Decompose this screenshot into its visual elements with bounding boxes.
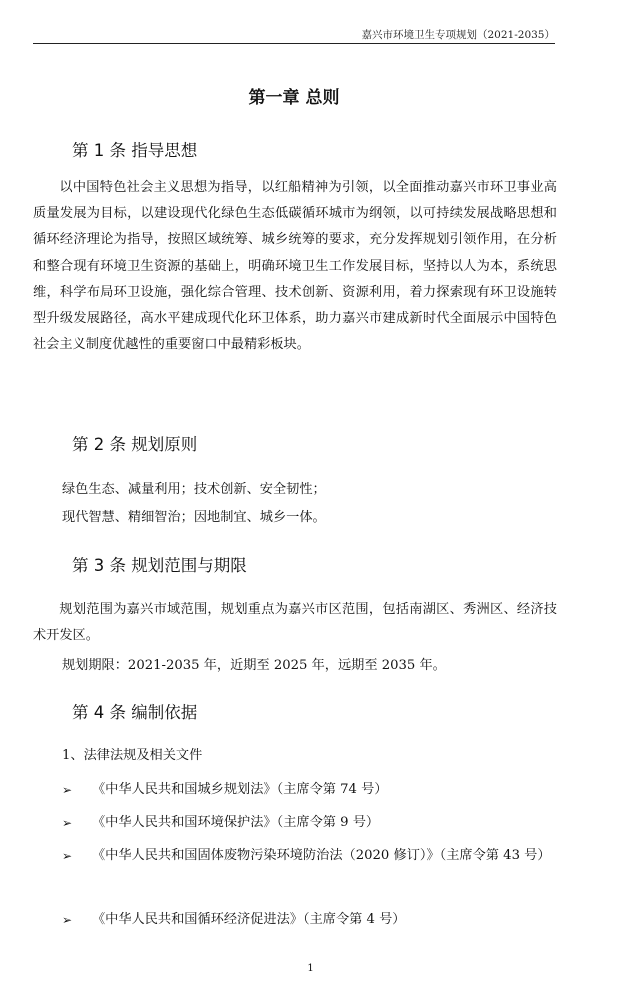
article-2-line-2: 现代智慧、精细智治；因地制宜、城乡一体。 (62, 510, 326, 525)
article-4-heading: 第 4 条 编制依据 (72, 703, 198, 722)
article-1-heading: 第 1 条 指导思想 (72, 141, 198, 160)
bullet-icon: ➢ (62, 816, 73, 830)
list-item: 《中华人民共和国固体废物污染环境防治法（2020 修订）》（主席令第 43 号） (92, 848, 551, 863)
article-3-heading: 第 3 条 规划范围与期限 (72, 556, 247, 575)
header-rule (33, 43, 555, 44)
running-header: 嘉兴市环境卫生专项规划（2021-2035） (361, 29, 555, 41)
bullet-icon: ➢ (62, 913, 73, 927)
page-number: 1 (307, 963, 314, 974)
article-4-subheading: 1、法律法规及相关文件 (62, 748, 203, 763)
bullet-icon: ➢ (62, 849, 73, 863)
article-1-paragraph: 以中国特色社会主义思想为指导，以红船精神为引领，以全面推动嘉兴市环卫事业高质量发展为目标，以建设现代化绿色生态低碳循环城市为纲领，以可持续发展战略思想和循环经济理论为指导，按照区域统筹、城乡统筹的要求，充分发挥规划引领作用，在分析和整合现有环境卫生资源的基础上，明确环境卫生工作发展目标，坚持以人为本，系统思维，科学布局环卫设施，强化综合管理、技术创新、资源利用，着力探索现有环卫设施转型升级发展路径，高水平建成现代化环卫体系，助力嘉兴市建成新时代全面展示中国特色社会主义制度优越性的重要窗口中最精彩板块。 (33, 180, 557, 353)
list-item: 《中华人民共和国环境保护法》（主席令第 9 号） (92, 815, 380, 830)
bullet-icon: ➢ (62, 783, 73, 797)
list-item: 《中华人民共和国循环经济促进法》（主席令第 4 号） (92, 912, 406, 927)
article-3-paragraph-1: 规划范围为嘉兴市域范围，规划重点为嘉兴市区范围，包括南湖区、秀洲区、经济技术开发区。 (33, 602, 557, 644)
article-2-line-1: 绿色生态、减量利用；技术创新、安全韧性； (62, 482, 326, 497)
article-3-paragraph-2: 规划期限：2021-2035 年，近期至 2025 年，远期至 2035 年。 (62, 658, 446, 673)
chapter-title: 第一章 总则 (248, 88, 340, 108)
article-2-heading: 第 2 条 规划原则 (72, 435, 198, 454)
list-item: 《中华人民共和国城乡规划法》（主席令第 74 号） (92, 782, 388, 797)
